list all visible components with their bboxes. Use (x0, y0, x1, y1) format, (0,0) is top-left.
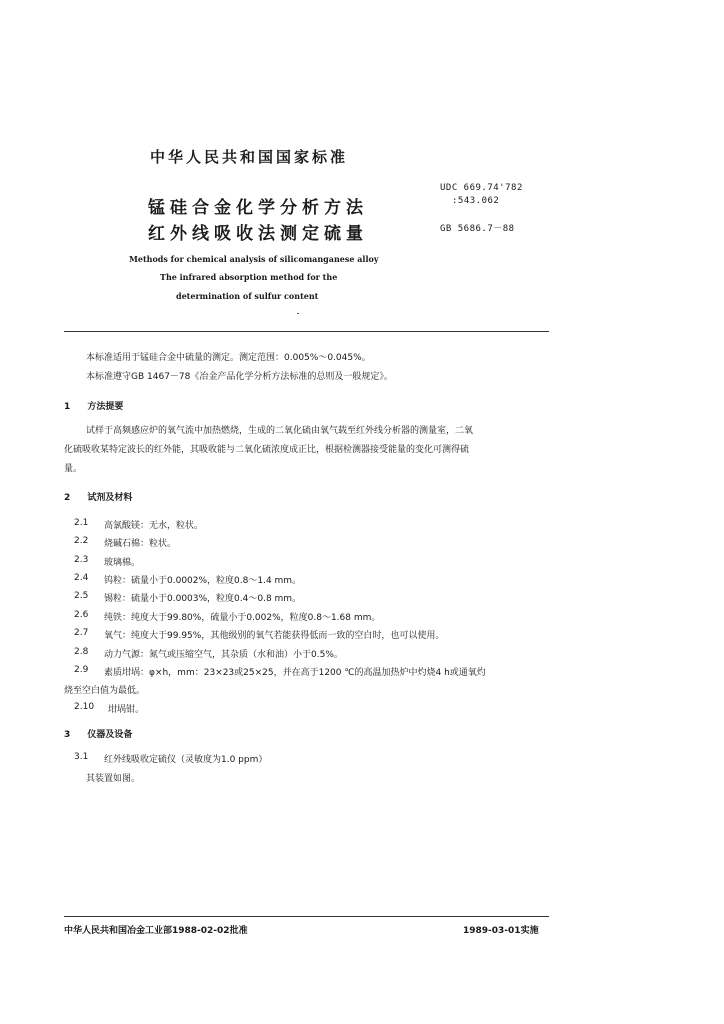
intro-scope: 本标准适用于锰硅合金中硫量的测定。测定范围：0.005%～0.045%。 (86, 353, 371, 363)
section-1-text-line-1: 试样于高频感应炉的氧气流中加热燃烧，生成的二氧化硫由氧气载至红外线分析器的测量室，二氧 (86, 426, 474, 436)
item-2-2-text: 烧碱石棉：粒状。 (104, 539, 177, 549)
section-1-text-line-2: 化硫吸收某特定波长的红外能，其吸收能与二氧化硫浓度成正比，根据检测器接受能量的变化可测得硫 (64, 445, 470, 455)
item-2-7-number: 2.7 (74, 628, 89, 638)
section-1-number: 1 (64, 402, 71, 412)
item-2-9-number: 2.9 (74, 665, 89, 675)
item-2-5-text: 锡粒：硫量小于0.0003%，粒度0.4～0.8 mm。 (104, 594, 302, 604)
section-2-heading (64, 490, 132, 503)
title-line-1: 锰硅合金化学分析方法 (148, 198, 368, 218)
title-line-2: 红外线吸收法测定硫量 (148, 224, 368, 244)
english-title-line-2: The infrared absorption method for the (160, 272, 338, 282)
section-3-heading (64, 727, 132, 740)
item-3-1-number: 3.1 (74, 752, 89, 762)
section-2-title: 试剂及材料 (87, 493, 133, 503)
udc-code-line-1: UDC 669.74'782 (440, 183, 523, 193)
item-2-3-number: 2.3 (74, 555, 89, 565)
section-1-text-line-3: 量。 (64, 464, 83, 474)
item-2-2-number: 2.2 (74, 536, 89, 546)
item-2-7-text: 氧气：纯度大于99.95%，其他级别的氧气若能获得低而一致的空白时，也可以使用。 (104, 631, 445, 641)
speck (297, 313, 299, 314)
section-3-number: 3 (64, 730, 71, 740)
intro-compliance: 本标准遵守GB 1467－78《冶金产品化学分析方法标准的总则及一般规定》。 (86, 372, 393, 382)
english-title-line-3: determination of sulfur content (176, 291, 319, 301)
item-2-5-number: 2.5 (74, 591, 89, 601)
item-2-9-text: 素质坩埚：φ×h，mm：23×23或25×25，并在高于1200 ℃的高温加热炉中灼烧4 h或通氧灼 (104, 668, 486, 678)
item-2-4-number: 2.4 (74, 573, 89, 583)
item-2-10-number: 2.10 (74, 702, 95, 712)
section-2-number: 2 (64, 493, 71, 503)
section-1-title: 方法提要 (87, 402, 124, 412)
item-3-1-text-continued: 其装置如图。 (86, 774, 141, 784)
item-2-4-text: 钨粒：硫量小于0.0002%，粒度0.8～1.4 mm。 (104, 576, 302, 586)
item-2-1-number: 2.1 (74, 518, 89, 528)
item-2-3-text: 玻璃棉。 (104, 558, 141, 568)
item-2-6-text: 纯铁：纯度大于99.80%，硫量小于0.002%，粒度0.8～1.68 mm。 (104, 613, 381, 623)
udc-code-line-2: :543.062 (452, 196, 500, 206)
item-2-8-number: 2.8 (74, 647, 89, 657)
section-3-title: 仪器及设备 (87, 730, 133, 740)
footer-divider (64, 916, 549, 917)
english-title-line-1: Methods for chemical analysis of silicomanganese alloy (129, 254, 379, 264)
section-1-heading (64, 399, 123, 412)
header-divider (64, 331, 549, 332)
gb-standard-code: GB 5686.7－88 (440, 224, 515, 234)
implementation-date: 1989-03-01实施 (463, 926, 539, 936)
item-2-8-text: 动力气源：氮气或压缩空气，其杂质（水和油）小于0.5%。 (104, 650, 343, 660)
approval-statement: 中华人民共和国冶金工业部1988-02-02批准 (64, 926, 248, 936)
item-3-1-text: 红外线吸收定硫仪（灵敏度为1.0 ppm） (104, 755, 268, 765)
item-2-9-text-continued: 烧至空白值为最低。 (64, 686, 146, 696)
item-2-6-number: 2.6 (74, 610, 89, 620)
item-2-10-text: 坩埚钳。 (108, 705, 145, 715)
issuing-authority: 中华人民共和国国家标准 (150, 148, 349, 166)
item-2-1-text: 高氯酸镁：无水，粒状。 (104, 521, 204, 531)
